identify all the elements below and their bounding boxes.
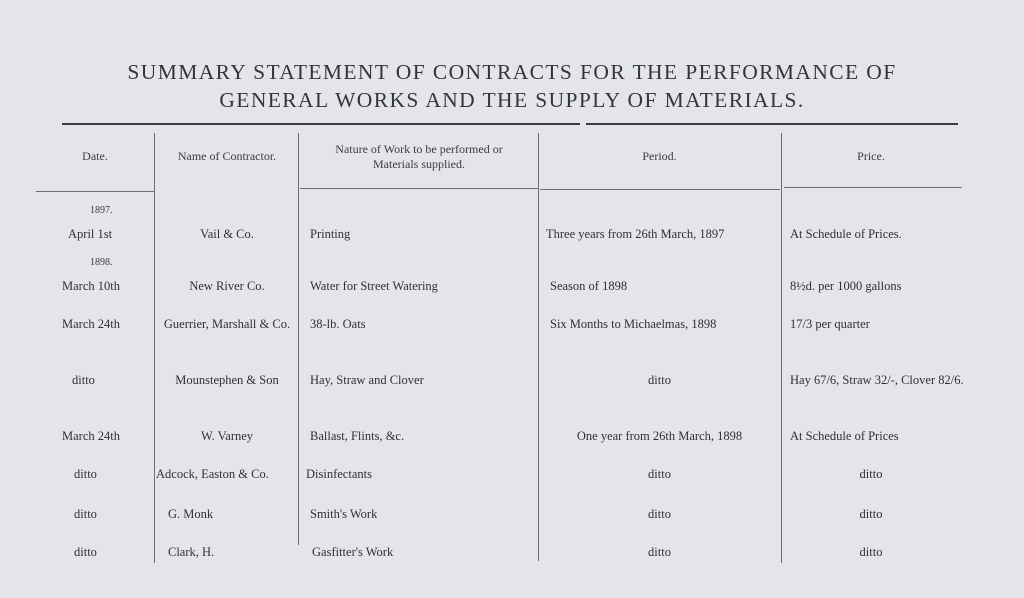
cell-date: ditto: [74, 467, 97, 481]
header-price: Price.: [857, 149, 885, 163]
header-rule: [36, 191, 154, 192]
cell-period: Six Months to Michaelmas, 1898: [550, 317, 717, 331]
cell-price: ditto: [859, 545, 883, 559]
header-date: Date.: [82, 149, 108, 163]
header-period: Period.: [642, 149, 677, 163]
cell-price: At Schedule of Prices.: [790, 227, 902, 241]
header-rule: [784, 187, 962, 188]
cell-contractor: W. Varney: [200, 429, 254, 443]
cell-period: Three years from 26th March, 1897: [546, 227, 725, 241]
cell-date: April 1st: [68, 227, 113, 241]
cell-nature: Smith's Work: [310, 507, 378, 521]
cell-date: March 24th: [62, 429, 120, 443]
cell-period: One year from 26th March, 1898: [576, 429, 743, 443]
cell-contractor: Guerrier, Marshall & Co.: [163, 317, 291, 331]
cell-price: 8½d. per 1000 gallons: [790, 279, 902, 293]
cell-contractor: Clark, H.: [168, 545, 215, 559]
header-rule: [300, 188, 538, 189]
header-rule: [540, 189, 780, 190]
cell-period: ditto: [648, 545, 671, 559]
title-rule-left: [62, 123, 580, 125]
cell-period: ditto: [648, 373, 671, 387]
cell-nature: Ballast, Flints, &c.: [310, 429, 405, 443]
cell-price: Hay 67/6, Straw 32/-, Clover 82/6.: [790, 373, 964, 387]
cell-contractor: Mounstephen & Son: [175, 373, 279, 387]
year-label: 1898.: [90, 257, 113, 268]
cell-nature: Water for Street Watering: [310, 279, 438, 293]
cell-date: March 24th: [62, 317, 120, 331]
column-divider: [781, 133, 782, 563]
cell-date: ditto: [74, 545, 97, 559]
cell-nature: Printing: [310, 227, 351, 241]
column-divider: [154, 133, 155, 563]
year-label: 1897.: [90, 205, 113, 216]
column-divider: [298, 133, 299, 545]
contracts-table: [36, 133, 978, 573]
title-rule-right: [586, 123, 958, 125]
cell-nature: Gasfitter's Work: [312, 545, 394, 559]
cell-date: ditto: [74, 507, 97, 521]
cell-price: 17/3 per quarter: [790, 317, 870, 331]
column-divider: [538, 133, 539, 561]
cell-price: ditto: [859, 467, 883, 481]
cell-price: ditto: [859, 507, 883, 521]
cell-nature: Hay, Straw and Clover: [310, 373, 424, 387]
cell-date: ditto: [72, 373, 95, 387]
cell-period: ditto: [648, 467, 671, 481]
cell-contractor: Adcock, Easton & Co.: [156, 467, 269, 481]
document-title-line-1: SUMMARY STATEMENT OF CONTRACTS FOR THE PERFORMANCE OF: [127, 60, 897, 84]
document-title-line-2: GENERAL WORKS AND THE SUPPLY OF MATERIALS.: [219, 88, 805, 112]
cell-period: ditto: [648, 507, 671, 521]
cell-price: At Schedule of Prices: [790, 429, 899, 443]
cell-period: Season of 1898: [550, 279, 628, 293]
cell-nature: 38-lb. Oats: [310, 317, 366, 331]
cell-nature: Disinfectants: [306, 467, 372, 481]
cell-contractor: Vail & Co.: [200, 227, 254, 241]
header-contractor: Name of Contractor.: [177, 149, 277, 163]
header-nature: Nature of Work to be performed or Materials supplied.: [335, 142, 503, 171]
cell-contractor: New River Co.: [189, 279, 265, 293]
cell-contractor: G. Monk: [168, 507, 214, 521]
cell-date: March 10th: [62, 279, 120, 293]
